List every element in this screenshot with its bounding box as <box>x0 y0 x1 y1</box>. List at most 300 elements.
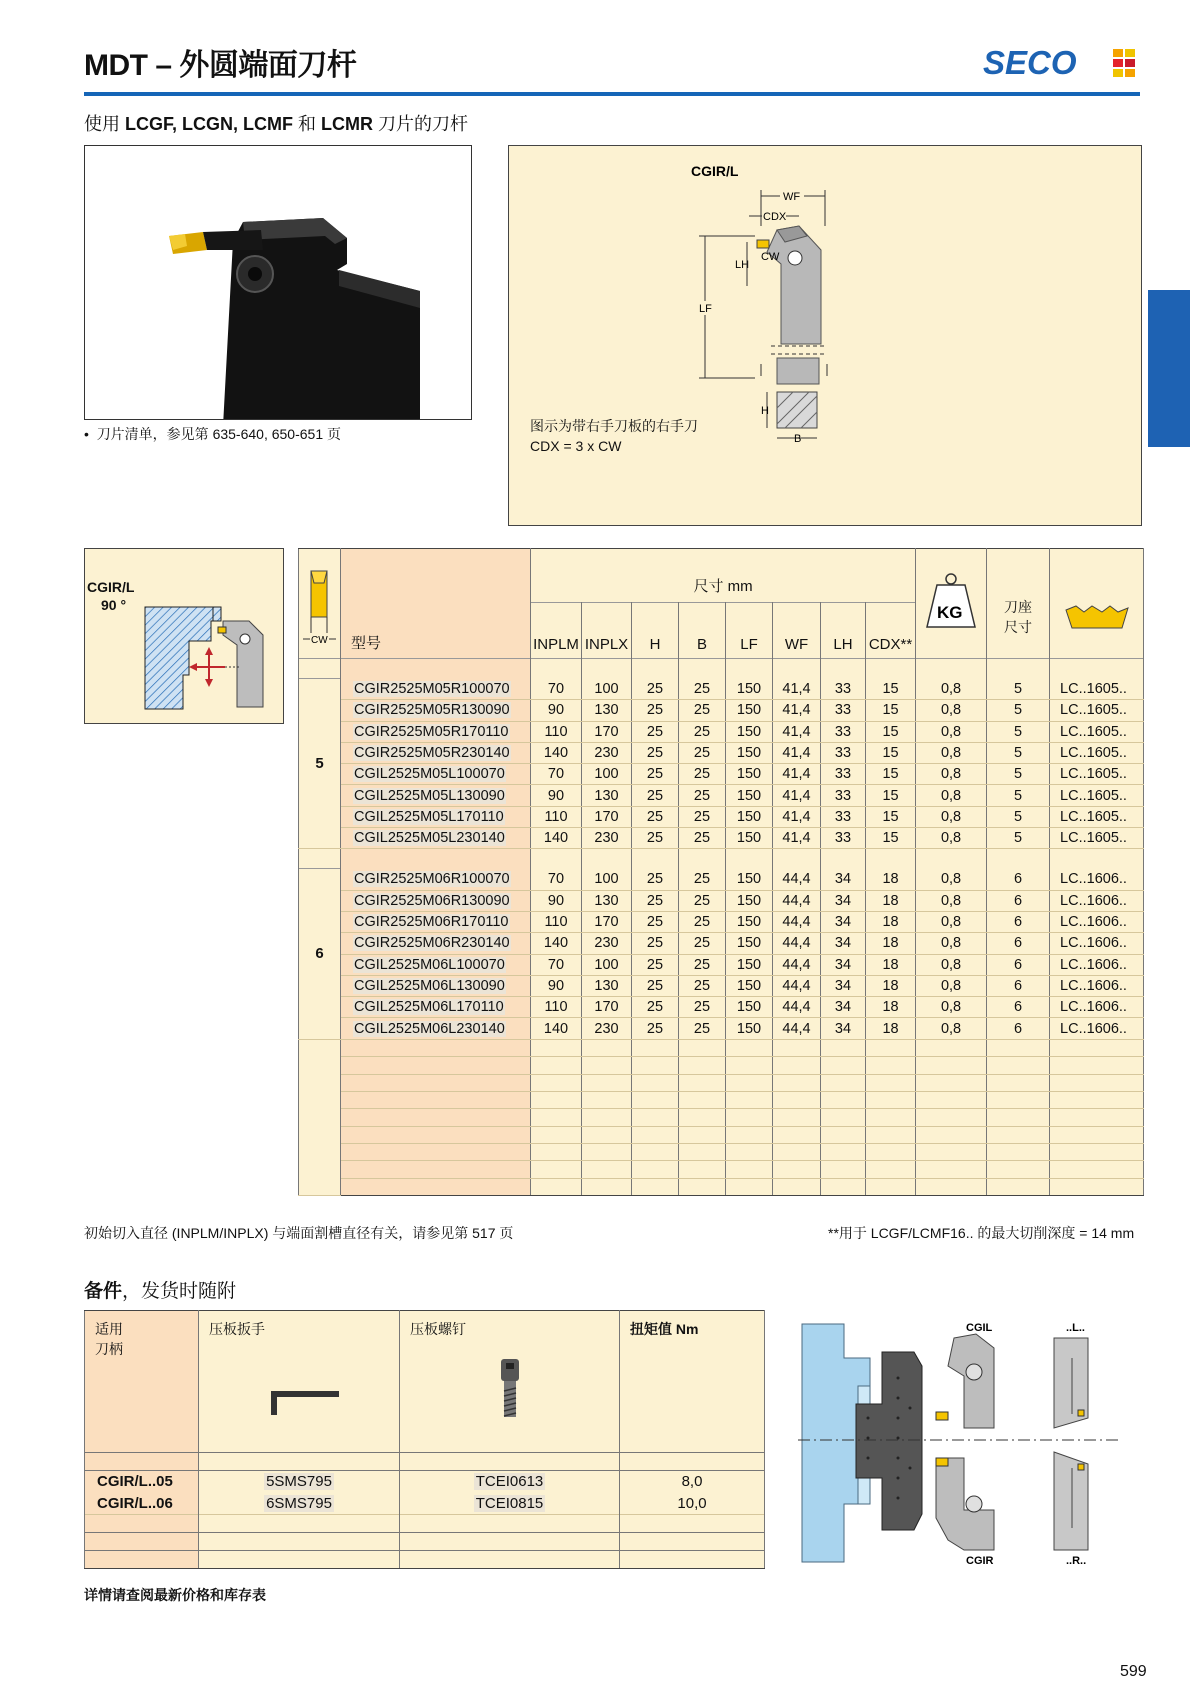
drawing-title: CGIR/L <box>691 163 739 179</box>
table-cell: 33 <box>821 806 866 827</box>
table-cell: 33 <box>821 764 866 785</box>
spares-key: 5SMS795 <box>266 1473 332 1491</box>
seat-header-cell <box>987 549 1050 659</box>
table-cell: 150 <box>726 764 773 785</box>
empty-row <box>299 1109 1144 1126</box>
table-cell: 34 <box>821 1018 866 1039</box>
table-cell: 70 <box>531 954 582 975</box>
table-cell: 150 <box>726 890 773 911</box>
table-cell: 25 <box>679 700 726 721</box>
table-cell: 90 <box>531 890 582 911</box>
model-code-cell <box>341 828 531 849</box>
col-lf: LF <box>726 603 773 659</box>
subtitle-prefix: 使用 <box>84 114 126 134</box>
table-cell: 5 <box>987 785 1050 806</box>
table-row <box>299 954 1144 975</box>
table-cell: 15 <box>866 764 916 785</box>
group-gap-row <box>299 659 1144 679</box>
label-wf: WF <box>783 191 801 203</box>
table-cell: LC..1606.. <box>1050 1018 1144 1039</box>
spares-head-screw-text: 压板螺钉 <box>410 1321 466 1337</box>
table-cell: 0,8 <box>916 1018 987 1039</box>
table-cell: 150 <box>726 721 773 742</box>
table-cell: 18 <box>866 933 916 954</box>
table-cell: 0,8 <box>916 721 987 742</box>
table-cell: 41,4 <box>773 742 821 763</box>
table-cell: 0,8 <box>916 997 987 1018</box>
table-cell: 44,4 <box>773 1018 821 1039</box>
model-code: CGIR2525M06R100070 <box>354 871 510 888</box>
table-cell: 170 <box>582 997 632 1018</box>
table-row <box>299 764 1144 785</box>
table-cell: LC..1606.. <box>1050 911 1144 932</box>
table-cell: LC..1606.. <box>1050 890 1144 911</box>
bullet-dot: • <box>84 426 97 442</box>
spares-key-cell <box>199 1471 400 1493</box>
table-cell: 150 <box>726 828 773 849</box>
model-code-cell <box>341 954 531 975</box>
spares-torque: 10,0 <box>620 1493 765 1515</box>
table-cell: 25 <box>679 785 726 806</box>
table-cell: 0,8 <box>916 764 987 785</box>
table-cell: 130 <box>582 785 632 806</box>
table-cell: 44,4 <box>773 911 821 932</box>
table-cell: 6 <box>987 933 1050 954</box>
model-code-cell <box>341 785 531 806</box>
table-cell: 70 <box>531 679 582 700</box>
table-cell: 41,4 <box>773 700 821 721</box>
drawing-note-line2: CDX = 3 x CW <box>530 438 622 454</box>
insert-list-note <box>84 424 341 444</box>
spares-head-screw <box>400 1311 620 1453</box>
spares-head-key <box>199 1311 400 1453</box>
table-cell: 5 <box>987 764 1050 785</box>
empty-row <box>299 1126 1144 1143</box>
table-cell: 100 <box>582 869 632 890</box>
table-cell: 230 <box>582 1018 632 1039</box>
col-wf: WF <box>773 603 821 659</box>
table-cell: 0,8 <box>916 742 987 763</box>
table-row <box>299 721 1144 742</box>
spares-screw: TCEI0613 <box>475 1473 544 1491</box>
table-cell: 18 <box>866 890 916 911</box>
table-cell: 6 <box>987 890 1050 911</box>
spares-key: 6SMS795 <box>266 1494 332 1512</box>
model-code-cell <box>341 975 531 996</box>
table-cell: 170 <box>582 721 632 742</box>
model-code-cell <box>341 721 531 742</box>
table-cell: 0,8 <box>916 679 987 700</box>
table-cell: 150 <box>726 785 773 806</box>
table-cell: LC..1606.. <box>1050 997 1144 1018</box>
table-cell: 170 <box>582 806 632 827</box>
table-cell: 90 <box>531 700 582 721</box>
table-cell: 100 <box>582 764 632 785</box>
spares-title-bold: 备件 <box>84 1281 123 1302</box>
model-code-cell <box>341 911 531 932</box>
table-cell: 41,4 <box>773 679 821 700</box>
col-b: B <box>679 603 726 659</box>
dimension-header <box>531 549 916 603</box>
table-cell: 25 <box>679 890 726 911</box>
table-cell: 0,8 <box>916 954 987 975</box>
table-cell: 0,8 <box>916 890 987 911</box>
table-row <box>299 742 1144 763</box>
col-lh: LH <box>821 603 866 659</box>
model-code-cell <box>341 679 531 700</box>
spares-head-torque-text: 扭矩值 Nm <box>630 1321 699 1337</box>
table-cell: 25 <box>632 954 679 975</box>
table-cell: 25 <box>632 742 679 763</box>
table-cell: LC..1605.. <box>1050 785 1144 806</box>
table-cell: LC..1606.. <box>1050 975 1144 996</box>
table-cell: 18 <box>866 911 916 932</box>
label-lh: LH <box>735 259 750 271</box>
table-cell: 0,8 <box>916 806 987 827</box>
subtitle-code2: LCMR <box>321 114 374 134</box>
screw-icon <box>410 1339 610 1439</box>
table-cell: 90 <box>531 975 582 996</box>
section-side-tab <box>1148 290 1190 447</box>
insert-icon <box>1062 604 1132 630</box>
table-cell: LC..1605.. <box>1050 679 1144 700</box>
table-cell: 0,8 <box>916 975 987 996</box>
cross-label-cgir: CGIR <box>966 1555 994 1567</box>
table-cell: 15 <box>866 679 916 700</box>
table-cell: 25 <box>632 785 679 806</box>
label-lf: LF <box>699 303 712 315</box>
table-cell: 18 <box>866 954 916 975</box>
table-cell: 25 <box>632 890 679 911</box>
table-cell: 0,8 <box>916 933 987 954</box>
seco-logo-text: SECO <box>983 44 1077 80</box>
insert-header-cell <box>1050 549 1144 659</box>
table-cell: 150 <box>726 742 773 763</box>
model-code-cell <box>341 1018 531 1039</box>
table-cell: 25 <box>632 1018 679 1039</box>
table-cell: 25 <box>679 679 726 700</box>
table-cell: 33 <box>821 742 866 763</box>
table-cell: 25 <box>632 721 679 742</box>
drawing-note <box>530 416 698 456</box>
table-cell: 34 <box>821 890 866 911</box>
table-cell: 34 <box>821 911 866 932</box>
table-cell: 130 <box>582 890 632 911</box>
spares-head-key-text: 压板扳手 <box>209 1321 265 1337</box>
model-code: CGIR2525M06R130090 <box>354 892 510 909</box>
table-cell: 140 <box>531 828 582 849</box>
spares-screw: TCEI0815 <box>475 1494 544 1512</box>
spares-title <box>84 1276 236 1303</box>
tool-photo <box>84 145 472 420</box>
table-cell: 41,4 <box>773 828 821 849</box>
table-cell: 25 <box>632 679 679 700</box>
cw-label: CW <box>310 635 328 646</box>
page-number: 599 <box>1120 1663 1147 1680</box>
table-cell: LC..1605.. <box>1050 806 1144 827</box>
model-code: CGIR2525M05R130090 <box>354 702 510 719</box>
empty-row <box>299 1178 1144 1195</box>
drawing-note-line1: 图示为带右手刀板的右手刀 <box>530 418 698 434</box>
table-cell: 5 <box>987 806 1050 827</box>
table-cell: LC..1605.. <box>1050 764 1144 785</box>
table-cell: LC..1605.. <box>1050 700 1144 721</box>
model-code: CGIL2525M06L170110 <box>354 999 504 1016</box>
table-cell: 6 <box>987 869 1050 890</box>
table-cell: 130 <box>582 975 632 996</box>
table-row <box>299 1018 1144 1039</box>
table-cell: 110 <box>531 721 582 742</box>
table-cell: 150 <box>726 911 773 932</box>
empty-row <box>299 1161 1144 1178</box>
detail-note: 详情请查阅最新价格和库存表 <box>84 1587 266 1603</box>
table-row <box>299 806 1144 827</box>
table-cell: 41,4 <box>773 806 821 827</box>
table-cell: 33 <box>821 679 866 700</box>
table-cell: 150 <box>726 679 773 700</box>
table-cell: 25 <box>632 975 679 996</box>
table-cell: 5 <box>987 721 1050 742</box>
table-cell: 25 <box>632 700 679 721</box>
table-row <box>299 933 1144 954</box>
seco-logo <box>983 44 1138 80</box>
table-cell: 25 <box>632 806 679 827</box>
model-code: CGIR2525M05R230140 <box>354 745 510 762</box>
col-inplm: INPLM <box>531 603 582 659</box>
table-cell: 44,4 <box>773 975 821 996</box>
insert-list-note-text: 刀片清单，参见第 635-640, 650-651 页 <box>96 426 342 442</box>
spares-row <box>85 1493 765 1515</box>
table-cell: 5 <box>987 828 1050 849</box>
table-cell: 18 <box>866 997 916 1018</box>
cross-label-r: ..R.. <box>1066 1555 1087 1567</box>
model-code: CGIL2525M06L230140 <box>354 1020 505 1037</box>
empty-row <box>299 1091 1144 1108</box>
table-cell: 110 <box>531 997 582 1018</box>
table-cell: 33 <box>821 700 866 721</box>
table-cell: 150 <box>726 933 773 954</box>
table-row <box>299 975 1144 996</box>
subtitle-and: 和 <box>293 114 322 134</box>
table-row <box>299 890 1144 911</box>
spares-key-cell <box>199 1493 400 1515</box>
table-cell: 5 <box>987 679 1050 700</box>
spares-holder: CGIR/L..06 <box>85 1493 199 1515</box>
table-cell: 0,8 <box>916 700 987 721</box>
table-row <box>299 869 1144 890</box>
table-cell: 25 <box>679 933 726 954</box>
table-cell: LC..1606.. <box>1050 933 1144 954</box>
table-cell: 25 <box>632 933 679 954</box>
table-cell: 44,4 <box>773 890 821 911</box>
table-row <box>299 700 1144 721</box>
model-code: CGIR2525M05R100070 <box>354 680 510 697</box>
table-cell: 15 <box>866 742 916 763</box>
table-cell: 25 <box>679 721 726 742</box>
table-cell: 0,8 <box>916 869 987 890</box>
header-rule <box>84 92 1140 96</box>
table-cell: 150 <box>726 997 773 1018</box>
table-cell: 15 <box>866 828 916 849</box>
application-angle: 90 ° <box>101 597 127 613</box>
weight-icon <box>925 571 977 633</box>
model-code: CGIR2525M06R170110 <box>354 914 509 931</box>
kg-label: KG <box>937 602 963 622</box>
empty-row <box>299 1074 1144 1091</box>
seat-group-label: 5 <box>299 679 341 849</box>
table-cell: 140 <box>531 742 582 763</box>
table-cell: 25 <box>632 828 679 849</box>
model-header-cell <box>341 549 531 659</box>
table-cell: 41,4 <box>773 721 821 742</box>
seat-group-label: 6 <box>299 869 341 1039</box>
label-cdx: CDX <box>763 211 787 223</box>
spares-torque: 8,0 <box>620 1471 765 1493</box>
table-cell: 0,8 <box>916 828 987 849</box>
model-code-cell <box>341 933 531 954</box>
table-cell: 6 <box>987 975 1050 996</box>
table-row <box>299 785 1144 806</box>
table-cell: 25 <box>679 764 726 785</box>
model-code-cell <box>341 742 531 763</box>
spares-table <box>84 1310 765 1569</box>
table-cell: 34 <box>821 954 866 975</box>
table-cell: 25 <box>632 869 679 890</box>
spares-head-torque <box>620 1311 765 1453</box>
table-cell: 25 <box>679 954 726 975</box>
application-diagram <box>84 548 284 724</box>
spares-head-holder-line1: 适用 <box>95 1321 123 1337</box>
table-cell: 150 <box>726 1018 773 1039</box>
model-code-cell <box>341 806 531 827</box>
table-cell: 110 <box>531 911 582 932</box>
table-cell: 230 <box>582 828 632 849</box>
table-cell: 100 <box>582 954 632 975</box>
table-cell: 230 <box>582 742 632 763</box>
col-h: H <box>632 603 679 659</box>
table-cell: 34 <box>821 933 866 954</box>
table-cell: 25 <box>679 742 726 763</box>
dimension-drawing <box>508 145 1142 526</box>
model-code: CGIL2525M05L130090 <box>354 787 505 804</box>
product-table <box>298 548 1144 1196</box>
seat-header-line1: 刀座 <box>1004 598 1033 615</box>
footnote-cdx: **用于 LCGF/LCMF16.. 的最大切削深度 = 14 mm <box>828 1225 1135 1241</box>
model-code: CGIL2525M05L100070 <box>354 766 505 783</box>
cross-label-l: ..L.. <box>1066 1322 1085 1334</box>
spares-screw-cell <box>400 1471 620 1493</box>
seat-header-line2: 尺寸 <box>1004 618 1033 635</box>
model-header: 型号 <box>351 635 382 652</box>
table-row <box>299 997 1144 1018</box>
table-cell: 25 <box>632 997 679 1018</box>
table-cell: 25 <box>632 911 679 932</box>
table-cell: 230 <box>582 933 632 954</box>
table-cell: 25 <box>679 997 726 1018</box>
table-cell: 33 <box>821 828 866 849</box>
table-cell: 100 <box>582 679 632 700</box>
table-cell: 25 <box>679 975 726 996</box>
table-row <box>299 911 1144 932</box>
table-row <box>299 679 1144 700</box>
model-code-cell <box>341 700 531 721</box>
dimension-header-text: 尺寸 mm <box>693 578 753 596</box>
model-code-cell <box>341 764 531 785</box>
model-code: CGIL2525M06L100070 <box>354 956 505 973</box>
table-cell: 34 <box>821 975 866 996</box>
empty-row <box>299 1057 1144 1074</box>
subtitle-codes: LCGF, LCGN, LCMF <box>125 114 293 134</box>
empty-row <box>299 1039 1144 1056</box>
table-cell: 25 <box>632 764 679 785</box>
spares-holder: CGIR/L..05 <box>85 1471 199 1493</box>
col-cdx: CDX** <box>866 603 916 659</box>
table-cell: LC..1605.. <box>1050 828 1144 849</box>
table-cell: 25 <box>679 828 726 849</box>
table-cell: 140 <box>531 933 582 954</box>
kg-header-cell <box>916 549 987 659</box>
table-cell: 0,8 <box>916 785 987 806</box>
table-cell: 33 <box>821 785 866 806</box>
table-cell: 25 <box>679 911 726 932</box>
model-code-cell <box>341 997 531 1018</box>
col-inplx: INPLX <box>582 603 632 659</box>
spares-screw-cell <box>400 1493 620 1515</box>
table-cell: 34 <box>821 869 866 890</box>
model-code-cell <box>341 890 531 911</box>
model-code: CGIL2525M05L170110 <box>354 808 504 825</box>
table-cell: 150 <box>726 806 773 827</box>
table-cell: 25 <box>679 1018 726 1039</box>
empty-row <box>299 1144 1144 1161</box>
table-cell: 0,8 <box>916 911 987 932</box>
table-cell: 44,4 <box>773 869 821 890</box>
table-cell: 5 <box>987 742 1050 763</box>
footnote-inplm: 初始切入直径 (INPLM/INPLX) 与端面割槽直径有关，请参见第 517 页 <box>84 1225 514 1241</box>
model-code: CGIR2525M06R230140 <box>354 935 510 952</box>
spares-title-rest: ，发货时随附 <box>122 1281 237 1302</box>
table-cell: 150 <box>726 954 773 975</box>
table-cell: 150 <box>726 700 773 721</box>
table-cell: 6 <box>987 1018 1050 1039</box>
table-cell: 140 <box>531 1018 582 1039</box>
spares-row <box>85 1471 765 1493</box>
label-h: H <box>761 405 769 417</box>
subtitle-suffix: 刀片的刀杆 <box>373 114 469 134</box>
hex-key-icon <box>209 1339 389 1439</box>
table-cell: 44,4 <box>773 933 821 954</box>
table-cell: 15 <box>866 785 916 806</box>
table-cell: 41,4 <box>773 764 821 785</box>
table-cell: 150 <box>726 869 773 890</box>
table-cell: 44,4 <box>773 954 821 975</box>
table-cell: 90 <box>531 785 582 806</box>
spares-head-holder <box>85 1311 199 1453</box>
cross-label-cgil: CGIL <box>966 1322 993 1334</box>
table-cell: LC..1605.. <box>1050 742 1144 763</box>
model-code: CGIR2525M05R170110 <box>354 723 509 740</box>
table-cell: 70 <box>531 764 582 785</box>
table-cell: 33 <box>821 721 866 742</box>
table-cell: 6 <box>987 954 1050 975</box>
label-cw: CW <box>761 251 780 263</box>
table-cell: 18 <box>866 869 916 890</box>
table-cell: 110 <box>531 806 582 827</box>
table-cell: 25 <box>679 806 726 827</box>
table-cell: 44,4 <box>773 997 821 1018</box>
table-cell: 5 <box>987 700 1050 721</box>
table-cell: 25 <box>679 869 726 890</box>
